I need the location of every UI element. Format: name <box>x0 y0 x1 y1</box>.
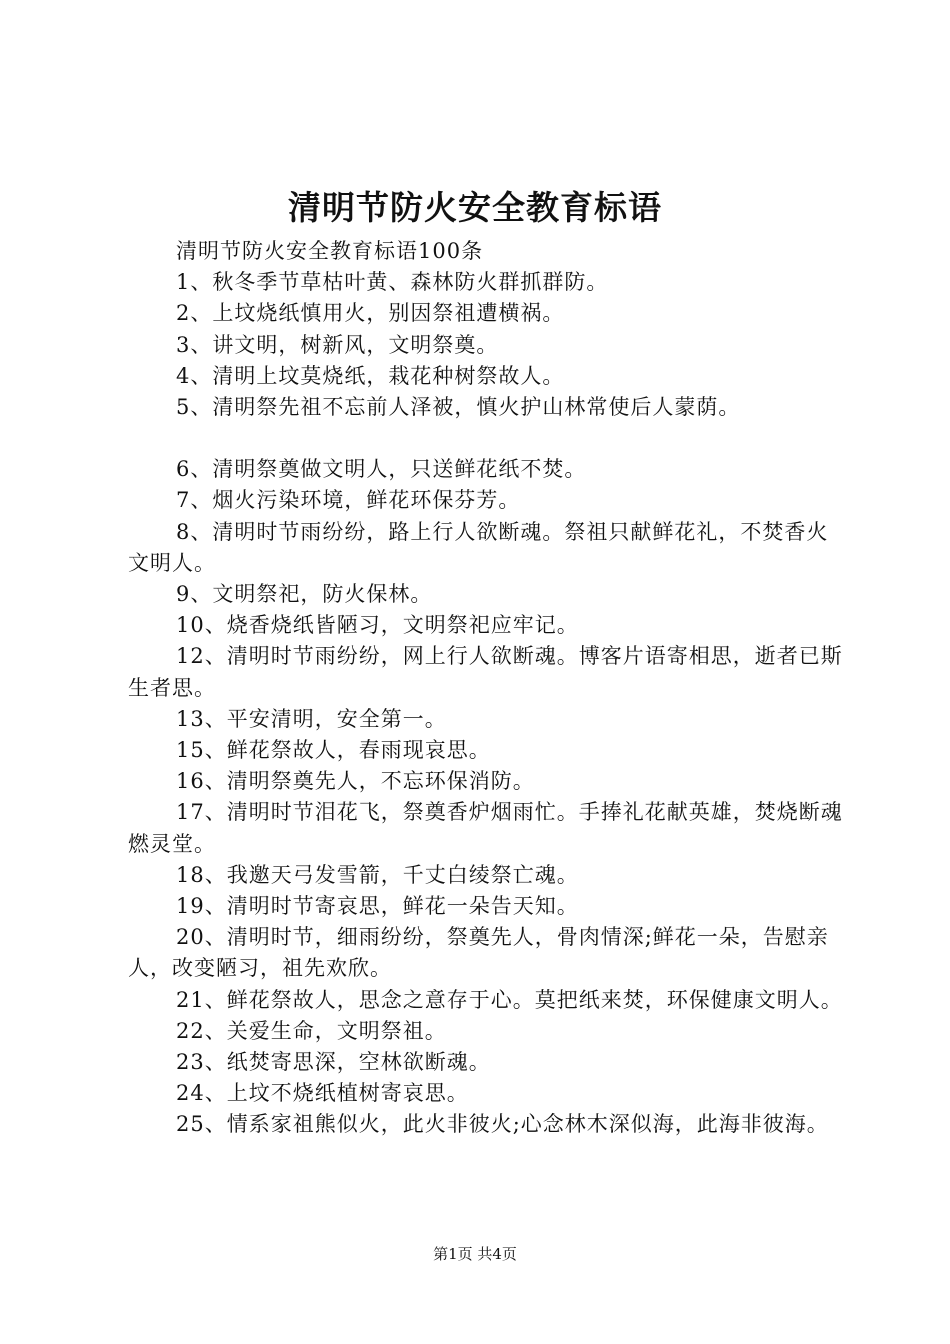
slogan-item: 12、清明时节雨纷纷，网上行人欲断魂。博客片语寄相思，逝者已斯生者思。 <box>128 644 843 700</box>
slogan-item: 1、秋冬季节草枯叶黄、森林防火群抓群防。 <box>176 270 609 295</box>
slogan-item: 24、上坟不烧纸植树寄哀思。 <box>176 1081 469 1106</box>
slogan-item: 8、清明时节雨纷纷，路上行人欲断魂。祭祖只献鲜花礼，不焚香火文明人。 <box>128 519 829 575</box>
slogan-item: 20、清明时节，细雨纷纷，祭奠先人，骨肉情深;鲜花一朵，告慰亲人，改变陋习，祖先欢欣。 <box>128 925 829 981</box>
slogan-item: 7、烟火污染环境，鲜花环保芬芳。 <box>176 488 521 513</box>
document-subtitle: 清明节防火安全教育标语100条 <box>176 239 484 263</box>
slogan-item: 18、我邀天弓发雪箭，千丈白绫祭亡魂。 <box>176 862 579 887</box>
slogan-item: 15、鲜花祭故人，春雨现哀思。 <box>176 738 491 763</box>
document-title: 清明节防火安全教育标语 <box>288 188 662 227</box>
slogan-item: 3、讲文明，树新风，文明祭奠。 <box>176 332 499 357</box>
page-footer: 第1页 共4页 <box>433 1245 517 1263</box>
slogan-item: 21、鲜花祭故人，思念之意存于心。莫把纸来焚，环保健康文明人。 <box>176 987 843 1012</box>
slogan-item: 13、平安清明，安全第一。 <box>176 706 447 731</box>
slogan-item: 9、文明祭祀，防火保林。 <box>176 582 433 607</box>
slogan-item: 4、清明上坟莫烧纸，栽花种树祭故人。 <box>176 363 565 388</box>
slogan-item: 10、烧香烧纸皆陋习，文明祭祀应牢记。 <box>176 613 579 638</box>
slogan-item: 25、情系家祖熊似火，此火非彼火;心念林木深似海，此海非彼海。 <box>176 1112 829 1137</box>
slogan-item: 5、清明祭先祖不忘前人泽被，慎火护山林常使后人蒙荫。 <box>176 395 741 420</box>
slogan-item: 22、关爱生命，文明祭祖。 <box>176 1018 447 1043</box>
paragraph-gap <box>128 423 848 454</box>
slogan-item: 19、清明时节寄哀思，鲜花一朵告天知。 <box>176 894 579 919</box>
document-body <box>128 236 848 1141</box>
slogan-item: 23、纸焚寄思深，空林欲断魂。 <box>176 1050 491 1075</box>
slogan-item: 16、清明祭奠先人，不忘环保消防。 <box>176 769 535 794</box>
slogan-item: 6、清明祭奠做文明人，只送鲜花纸不焚。 <box>176 457 587 482</box>
slogan-item: 2、上坟烧纸慎用火，别因祭祖遭横祸。 <box>176 301 565 326</box>
slogan-item: 17、清明时节泪花飞，祭奠香炉烟雨忙。手捧礼花献英雄，焚烧断魂燃灵堂。 <box>128 800 843 856</box>
